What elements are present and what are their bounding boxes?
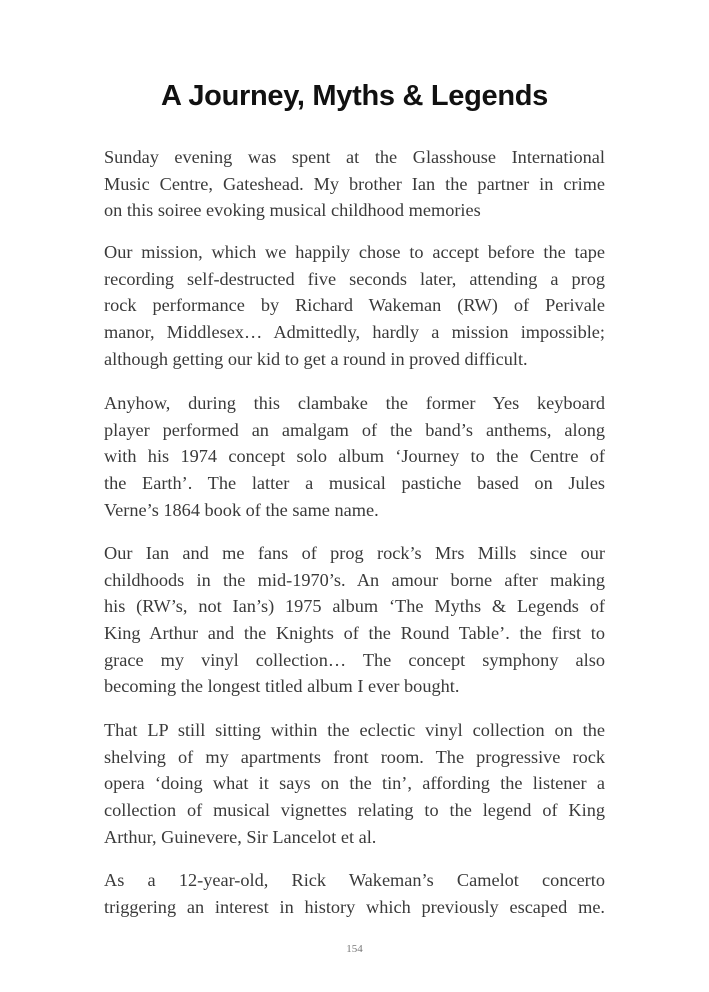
text-line: Verne’s 1864 book of the same name. [104, 499, 379, 520]
text-line: As a 12-year-old, Rick Wakeman’s Camelot concerto [104, 870, 605, 890]
text-line: rock performance by Richard Wakeman (RW) of Perivale [104, 295, 605, 316]
text-line: grace my vinyl collection… The concept symphony also [104, 649, 605, 670]
paragraph-4 [104, 540, 605, 700]
paragraph-3 [104, 390, 605, 523]
text-line: becoming the longest titled album I ever bought. [104, 676, 460, 697]
text-line: shelving of my apartments front room. The progressive rock [104, 746, 605, 767]
paragraph-6 [104, 867, 605, 920]
text-line: although getting our kid to get a round in proved difficult. [104, 348, 528, 369]
text-line: That LP still sitting within the eclectic vinyl collection on the [104, 720, 605, 740]
text-line: opera ‘doing what it says on the tin’, affording the listener a [104, 773, 605, 794]
paragraph-2 [104, 239, 605, 372]
paragraph-1 [104, 144, 605, 224]
text-line: Music Centre, Gateshead. My brother Ian the partner in crime [104, 173, 605, 194]
text-line: manor, Middlesex… Admittedly, hardly a mission impossible; [104, 322, 605, 343]
text-line: Anyhow, during this clambake the former Yes keyboard [104, 393, 605, 413]
page-title: A Journey, Myths & Legends [161, 80, 548, 112]
text-line: triggering an interest in history which previously escaped me. [104, 896, 605, 917]
text-line: recording self-destructed five seconds later, attending a prog [104, 268, 605, 289]
text-line: his (RW’s, not Ian’s) 1975 album ‘The Myths & Legends of [104, 596, 605, 617]
text-line: with his 1974 concept solo album ‘Journey to the Centre of [104, 446, 605, 467]
text-line: Arthur, Guinevere, Sir Lancelot et al. [104, 826, 377, 847]
text-line: childhoods in the mid-1970’s. An amour borne after making [104, 569, 605, 590]
text-line: the Earth’. The latter a musical pastiche based on Jules [104, 473, 605, 494]
text-line: player performed an amalgam of the band’s anthems, along [104, 419, 605, 440]
text-line: collection of musical vignettes relating to the legend of King [104, 800, 605, 821]
text-line: Our mission, which we happily chose to accept before the tape [104, 242, 605, 262]
page-number: 154 [346, 943, 363, 955]
paragraph-5 [104, 717, 605, 850]
text-line: Our Ian and me fans of prog rock’s Mrs Mills since our [104, 543, 605, 563]
text-line: King Arthur and the Knights of the Round Table’. the first to [104, 623, 605, 644]
text-line: Sunday evening was spent at the Glasshouse International [104, 147, 605, 167]
text-line: on this soiree evoking musical childhood memories [104, 200, 481, 221]
